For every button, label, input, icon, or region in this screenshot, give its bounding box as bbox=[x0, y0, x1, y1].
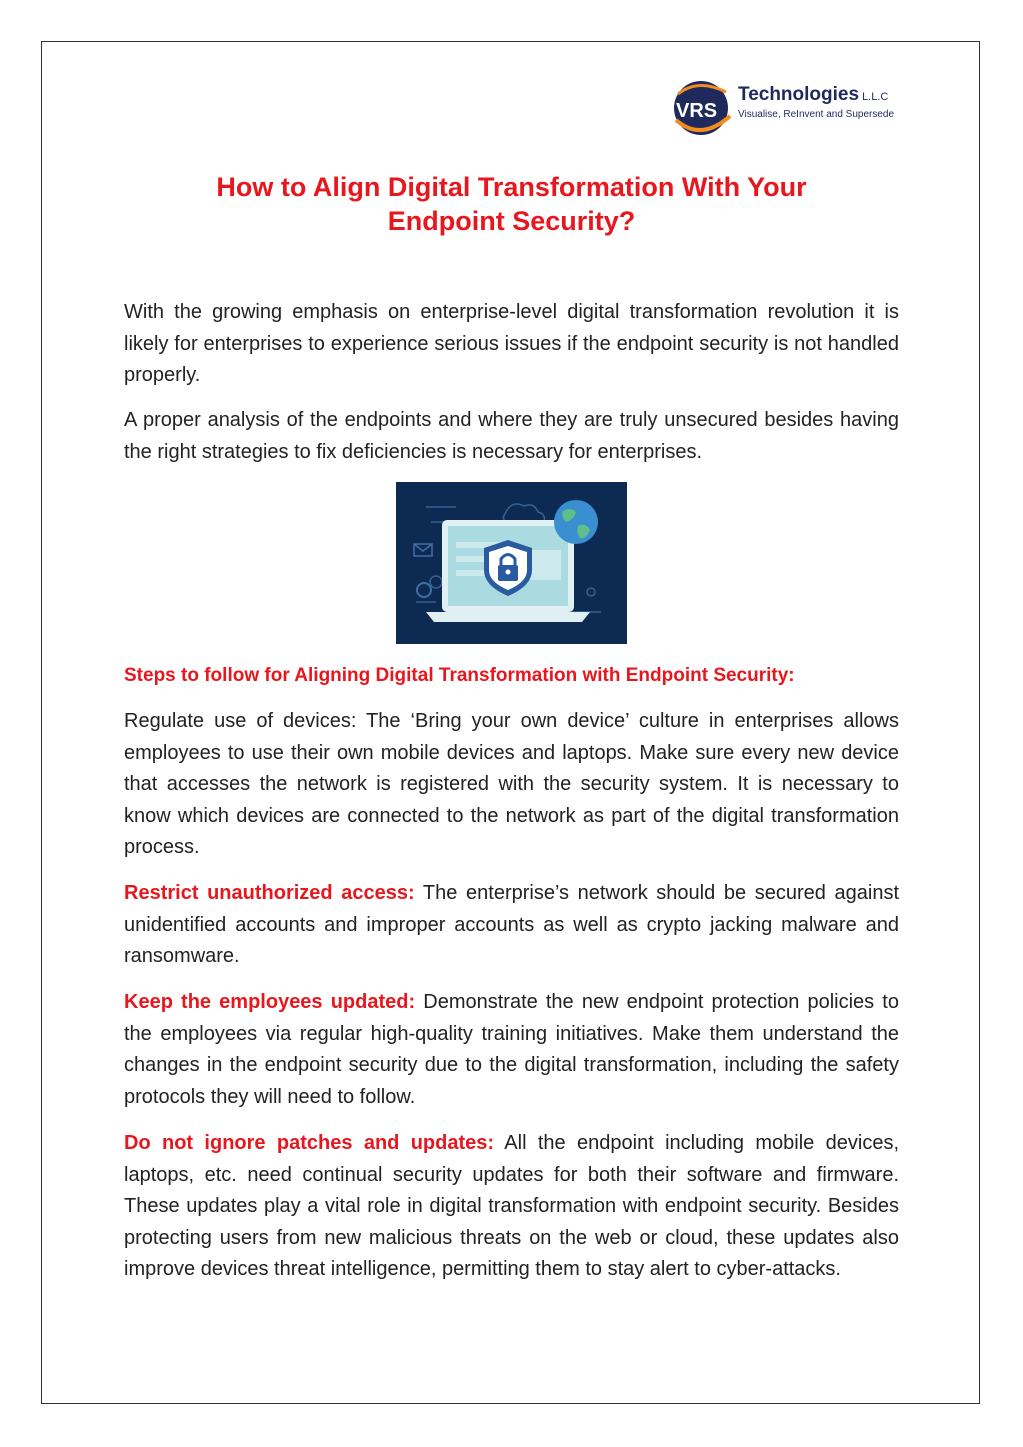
title-line-1: How to Align Digital Transformation With Your bbox=[216, 172, 807, 202]
intro-paragraph-2: A proper analysis of the endpoints and where they are truly unsecured besides having the right strategies to fix deficiencies is necessary for enterprises. bbox=[124, 409, 899, 463]
title-line-2: Endpoint Security? bbox=[387, 206, 636, 236]
step-2-label: Restrict unauthorized access: bbox=[124, 882, 415, 904]
step-3-label: Keep the employees updated: bbox=[124, 991, 416, 1013]
steps-heading: Steps to follow for Aligning Digital Transformation with Endpoint Security: bbox=[124, 665, 795, 686]
page-title bbox=[124, 170, 899, 238]
step-restrict-access bbox=[124, 878, 899, 973]
step-4-text: All the endpoint including mobile devices, laptops, etc. need continual security updates for both their software and firmware. These updates play a vital role in digital transformation with endpoint security. Besides protecting users from new malicious threats on the web or cloud, these updates also improve devices threat intelligence, permitting them to stay alert to cyber-attacks. bbox=[124, 1132, 900, 1280]
logo-tagline: Visualise, ReInvent and Supersede bbox=[738, 109, 895, 120]
intro-paragraph-1: With the growing emphasis on enterprise-level digital transformation revolution it is likely for enterprises to experience serious issues if the endpoint security is not handled properly. bbox=[124, 301, 899, 386]
vrs-globe-logo-icon bbox=[668, 72, 738, 142]
step-1-text: Regulate use of devices: The ‘Bring your own device’ culture in enterprises allows employees to use their own mobile devices and laptops. Make sure every new device that accesses the network is registered with the security system. It is necessary to know which devices are connected to the network as part of the digital transformation process. bbox=[124, 710, 899, 858]
step-2-text: The enterprise’s network should be secured against unidentified accounts and improper accounts as well as crypto jacking malware and ransomware. bbox=[124, 882, 900, 967]
logo-monogram: VRS bbox=[676, 100, 718, 122]
step-keep-employees-updated bbox=[124, 987, 899, 1113]
logo-suffix: L.L.C bbox=[862, 91, 889, 103]
step-patches-updates bbox=[124, 1128, 899, 1286]
laptop-shield-lock-icon bbox=[396, 482, 627, 644]
step-4-label: Do not ignore patches and updates: bbox=[124, 1132, 495, 1154]
company-logo bbox=[668, 72, 895, 142]
step-3-text: Demonstrate the new endpoint protection policies to the employees via regular high-quality training initiatives. Make them understand the changes in the endpoint security due to the digital transformation, including the safety protocols they will need to follow. bbox=[124, 991, 899, 1108]
step-regulate-devices bbox=[124, 706, 899, 864]
logo-brand: Technologies L.L.C bbox=[738, 84, 889, 105]
